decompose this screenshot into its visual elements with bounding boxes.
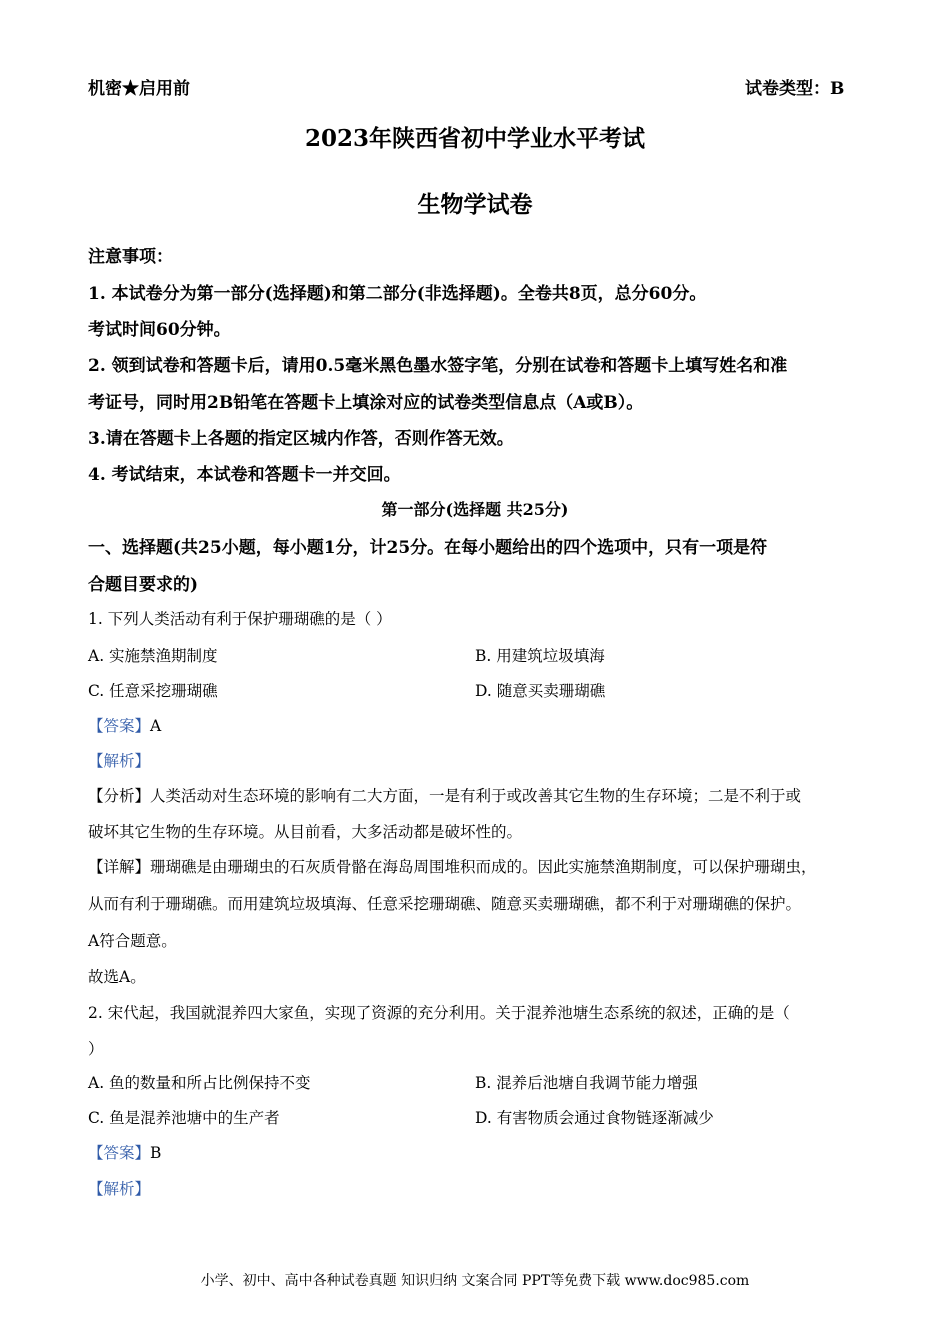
question-2-option-c: C. 鱼是混养池塘中的生产者 (88, 1109, 280, 1127)
section-instructions: 一、选择题(共25小题，每小题1分，计25分。在每小题给出的四个选项中，只有一项是符 (88, 538, 768, 558)
notes-line: 考证号，同时用2B铅笔在答题卡上填涂对应的试卷类型信息点（A或B）。 (88, 393, 644, 413)
analysis-text: 破坏其它生物的生存环境。从目前看，大多活动都是破坏性的。 (88, 823, 523, 841)
answer-tag: 【答案】 (88, 1144, 151, 1162)
notes-line: 考试时间60分钟。 (88, 320, 231, 340)
page-title: 2023年陕西省初中学业水平考试 (304, 125, 645, 152)
answer-tag: 【答案】 (88, 717, 151, 735)
analysis-text: 人类活动对生态环境的影响有二大方面，一是有利于或改善其它生物的生存环境；二是不利于或 (150, 787, 802, 805)
question-1-answer (88, 714, 161, 736)
notes-line: 2. 领到试卷和答题卡后，请用0.5毫米黑色墨水签字笔，分别在试卷和答题卡上填写姓名和准 (88, 356, 788, 376)
question-1-stem: 1. 下列人类活动有利于保护珊瑚礁的是（ ） (88, 610, 392, 628)
confidential-label: 机密★启用前 (88, 79, 190, 99)
question-1-option-a: A. 实施禁渔期制度 (88, 647, 218, 665)
question-1-option-c: C. 任意采挖珊瑚礁 (88, 682, 218, 700)
question-2-stem-end: ） (88, 1040, 104, 1058)
question-1-detail (88, 855, 817, 877)
analysis-label: 【分析】 (88, 787, 151, 805)
question-2-stem: 2. 宋代起，我国就混养四大家鱼，实现了资源的充分利用。关于混养池塘生态系统的叙述，正确的是（ (88, 1004, 790, 1022)
detail-text: 珊瑚礁是由珊瑚虫的石灰质骨骼在海岛周围堆积而成的。因此实施禁渔期制度，可以保护珊瑚虫， (150, 858, 817, 876)
question-2-option-a: A. 鱼的数量和所占比例保持不变 (88, 1074, 311, 1092)
notes-line: 4. 考试结束，本试卷和答题卡一并交回。 (88, 465, 401, 485)
question-1-option-d: D. 随意买卖珊瑚礁 (475, 682, 606, 700)
question-2-option-b: B. 混养后池塘自我调节能力增强 (475, 1074, 698, 1092)
answer-value: A (150, 717, 162, 735)
notes-line: 3.请在答题卡上各题的指定区城内作答，否则作答无效。 (88, 429, 514, 449)
answer-value: B (150, 1144, 162, 1162)
question-2-answer (88, 1141, 161, 1163)
analysis-tag: 【解析】 (88, 752, 151, 770)
page-footer: 小学、初中、高中各种试卷真题 知识归纳 文案合同 PPT等免费下载 www.doc985.com (200, 1273, 750, 1289)
paper-type-label: 试卷类型：B (745, 79, 845, 99)
detail-text: A符合题意。 (88, 932, 177, 950)
analysis-tag: 【解析】 (88, 1180, 151, 1198)
notes-heading: 注意事项： (88, 247, 173, 267)
detail-text: 从而有利于珊瑚礁。而用建筑垃圾填海、任意采挖珊瑚礁、随意买卖珊瑚礁，都不利于对珊瑚礁的保护。 (88, 895, 802, 913)
question-1-option-b: B. 用建筑垃圾填海 (475, 647, 605, 665)
part-one-heading: 第一部分(选择题 共25分) (381, 500, 569, 519)
section-instructions: 合题目要求的) (88, 575, 199, 595)
detail-label: 【详解】 (88, 858, 151, 876)
page-subtitle: 生物学试卷 (417, 191, 533, 218)
question-1-analysis (88, 784, 801, 806)
question-1-conclusion: 故选A。 (88, 968, 146, 986)
notes-line: 1. 本试卷分为第一部分(选择题)和第二部分(非选择题)。全卷共8页，总分60分。 (88, 284, 707, 304)
question-2-option-d: D. 有害物质会通过食物链逐渐减少 (475, 1109, 714, 1127)
